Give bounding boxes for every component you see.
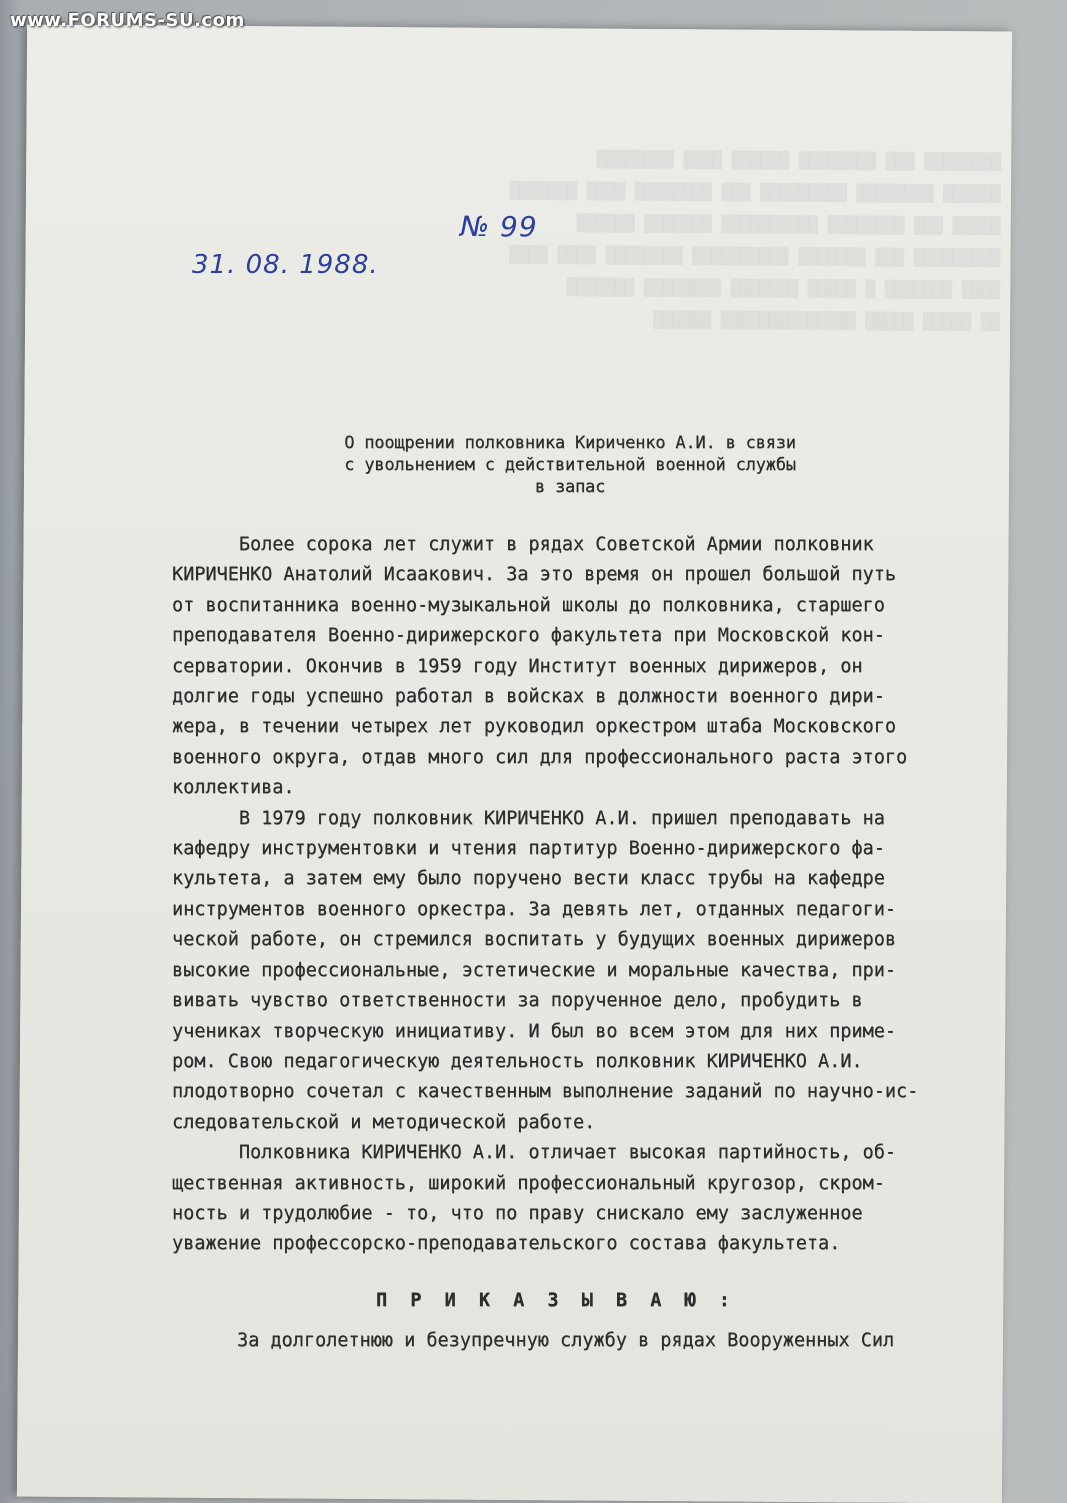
body-line: КИРИЧЕНКО Анатолий Исаакович. За это время он прошел большой путь [172, 564, 896, 586]
body-line: высокие профессиональные, эстетические и моральные качества, при- [172, 959, 896, 981]
body-line: жера, в течении четырех лет руководил оркестром штаба Московского [172, 716, 896, 738]
body-line: от воспитанника военно-музыкальной школы до полковника, старшего [172, 594, 885, 616]
body-line: учениках творческую инициативу. И был во всем этом для них приме- [172, 1020, 896, 1042]
body-line: долгие годы успешно работал в войсках в должности военного дири- [172, 686, 885, 708]
body-line: серватории. Окончив в 1959 году Институт военных дирижеров, он [172, 655, 863, 677]
order-number-handwritten: № 99 [460, 210, 538, 243]
body-line: коллектива. [172, 777, 295, 799]
body-line: плодотворно сочетал с качественным выполнение заданий по научно-ис- [172, 1081, 919, 1103]
body-line: кафедру инструментовки и чтения партитур Военно-дирижерского фа- [172, 838, 885, 860]
title-line: в запас [534, 477, 606, 497]
bleed-through-text: ████████ ███ ████████ ██████ ████ ████████ ██████ ████████ █████████ ███ ████████ ████ ███████ █████ ███ ████████ ██████████ ███████ ██████ █████████ ███ ███████ ██████████ ████████ ████ ████ ████ ███████ █ █████ ███████ ████████ ███████ ██ █████ █████ ██████████████ ██████ [509, 149, 1002, 332]
title-line: О поощрении полковника Кириченко А.И. в связи [344, 433, 796, 453]
body-line: щественная активность, широкий профессиональный кругозор, скром- [172, 1172, 885, 1194]
body-line: Полковника КИРИЧЕНКО А.И. отличает высокая партийность, об- [172, 1142, 896, 1164]
body-line: В 1979 году полковник КИРИЧЕНКО А.И. пришел преподавать на [172, 807, 885, 829]
body-line: ческой работе, он стремился воспитать у будущих военных дирижеров [172, 929, 896, 951]
body-line: инструментов военного оркестра. За девять лет, отданных педагоги- [172, 898, 896, 920]
watermark: www.FORUMS-SU.com [10, 10, 245, 31]
body-line: военного округа, отдав много сил для профессионального раста этого [172, 746, 908, 768]
document-title [270, 432, 870, 498]
document-body [172, 530, 1002, 1260]
body-line: ром. Свою педагогическую деятельность полковник КИРИЧЕНКО А.И. [172, 1050, 863, 1072]
body-line: культета, а затем ему было поручено вести класс трубы на кафедре [172, 868, 885, 890]
order-date-handwritten: 31. 08. 1988. [192, 250, 379, 280]
body-line: уважение профессорско-преподавательского состава факультета. [172, 1233, 841, 1255]
body-line: вивать чувство ответственности за порученное дело, пробудить в [172, 990, 863, 1012]
body-line: Более сорока лет служит в рядах Советской Армии полковник [172, 534, 874, 555]
decree-heading: П Р И К А З Ы В А Ю : [376, 1290, 736, 1311]
body-line: ность и трудолюбие - то, что по праву снискало ему заслуженное [172, 1202, 863, 1224]
body-line: преподавателя Военно-дирижерского факультета при Московской кон- [172, 625, 885, 647]
decree-first-line: За долголетнюю и безупречную службу в рядах Вооруженных Сил [237, 1330, 895, 1351]
title-line: с увольнением с действительной военной службы [344, 455, 796, 475]
body-line: следовательской и методической работе. [172, 1111, 596, 1133]
